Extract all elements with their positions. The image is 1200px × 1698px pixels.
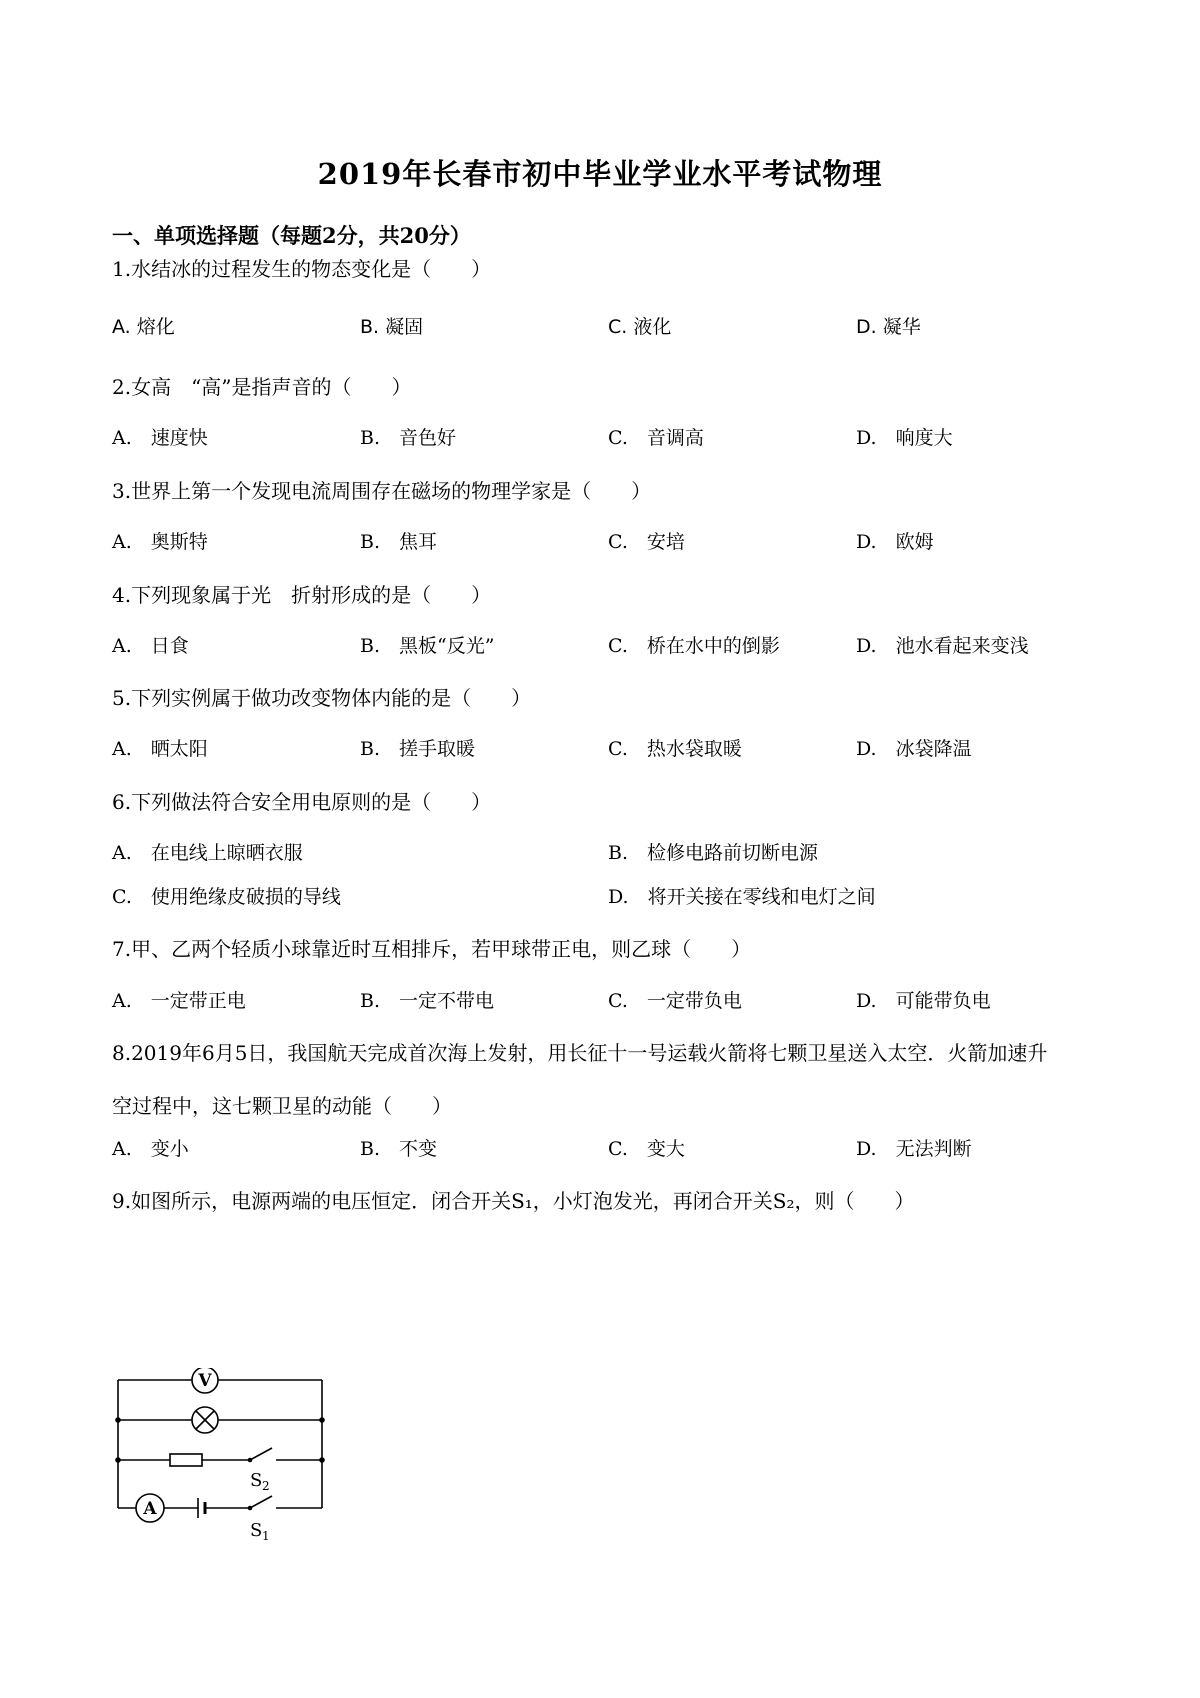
- question-5-option-d: D. 冰袋降温: [856, 738, 972, 760]
- question-5-option-a: A. 晒太阳: [112, 738, 208, 760]
- question-3-option-b: B. 焦耳: [360, 531, 438, 553]
- question-5-stem: 5.下列实例属于做功改变物体内能的是（ ）: [112, 686, 532, 710]
- question-5-option-b: B. 搓手取暖: [360, 738, 476, 760]
- question-1-stem: 1.水结冰的过程发生的物态变化是（ ）: [112, 257, 492, 281]
- question-8-stem-line1: 8.2019年6月5日，我国航天完成首次海上发射，用长征十一号运载火箭将七颗卫星送入太空．火箭加速升: [112, 1041, 1048, 1065]
- question-6-options-row2: [112, 882, 1112, 912]
- junction-dot: [115, 1457, 121, 1463]
- ammeter-symbol: A: [143, 1499, 157, 1519]
- question-7-option-a: A. 一定带正电: [112, 990, 246, 1012]
- question-8-stem-line2: 空过程中，这七颗卫星的动能（ ）: [112, 1094, 452, 1118]
- switch-1-label: S: [250, 1520, 263, 1541]
- question-6-stem: 6.下列做法符合安全用电原则的是（ ）: [112, 790, 492, 814]
- question-8-options: [112, 1134, 1112, 1164]
- section-heading: 一、单项选择题（每题2分，共20分）: [112, 223, 471, 248]
- switch-pivot-dot: [248, 1458, 253, 1463]
- question-8-option-c: C. 变大: [608, 1138, 685, 1160]
- circuit-diagram: [110, 1368, 330, 1548]
- junction-dot: [319, 1457, 325, 1463]
- question-4-stem: 4.下列现象属于光 折射形成的是（ ）: [112, 583, 492, 607]
- question-3-option-a: A. 奥斯特: [112, 531, 208, 553]
- question-1-options: [112, 312, 1112, 342]
- switch-1-icon: [250, 1496, 272, 1508]
- question-7-options: [112, 986, 1112, 1016]
- question-6-option-d: D. 将开关接在零线和电灯之间: [608, 886, 876, 908]
- question-8-option-b: B. 不变: [360, 1138, 438, 1160]
- page-title: 2019年长春市初中毕业学业水平考试物理: [317, 157, 883, 191]
- question-7-option-c: C. 一定带负电: [608, 990, 742, 1012]
- question-1-option-c: C. 液化: [608, 316, 672, 338]
- switch-pivot-dot: [248, 1506, 253, 1511]
- question-2-option-a: A. 速度快: [112, 427, 208, 449]
- question-4-option-d: D. 池水看起来变浅: [856, 635, 1029, 657]
- question-9-stem: 9.如图所示，电源两端的电压恒定．闭合开关S₁，小灯泡发光，再闭合开关S₂，则（ ）: [112, 1189, 915, 1213]
- question-2-option-d: D. 响度大: [856, 427, 953, 449]
- question-7-stem: 7.甲、乙两个轻质小球靠近时互相排斥，若甲球带正电，则乙球（ ）: [112, 937, 752, 961]
- question-8-option-a: A. 变小: [112, 1138, 189, 1160]
- question-6-options-row1: [112, 838, 1112, 868]
- question-8-option-d: D. 无法判断: [856, 1138, 972, 1160]
- question-7-option-d: D. 可能带负电: [856, 990, 991, 1012]
- question-4-option-a: A. 日食: [112, 635, 189, 657]
- resistor-icon: [170, 1454, 202, 1466]
- switch-1-subscript: 1: [262, 1529, 270, 1543]
- question-3-option-d: D. 欧姆: [856, 531, 934, 553]
- question-2-options: [112, 423, 1112, 453]
- question-4-options: [112, 631, 1112, 661]
- question-5-option-c: C. 热水袋取暖: [608, 738, 742, 760]
- junction-dot: [319, 1417, 325, 1423]
- question-7-option-b: B. 一定不带电: [360, 990, 495, 1012]
- question-3-stem: 3.世界上第一个发现电流周围存在磁场的物理学家是（ ）: [112, 479, 652, 503]
- question-1-option-a: A. 熔化: [112, 316, 175, 338]
- question-4-option-b: B. 黑板“反光”: [360, 635, 495, 657]
- question-6-option-b: B. 检修电路前切断电源: [608, 842, 819, 864]
- question-4-option-c: C. 桥在水中的倒影: [608, 635, 780, 657]
- question-6-option-a: A. 在电线上晾晒衣服: [112, 842, 303, 864]
- junction-dot: [115, 1417, 121, 1423]
- question-5-options: [112, 734, 1112, 764]
- question-1-option-d: D. 凝华: [856, 316, 921, 338]
- question-2-option-b: B. 音色好: [360, 427, 457, 449]
- question-1-option-b: B. 凝固: [360, 316, 424, 338]
- switch-2-label: S: [250, 1470, 263, 1491]
- question-2-option-c: C. 音调高: [608, 427, 704, 449]
- question-3-options: [112, 527, 1112, 557]
- question-6-option-c: C. 使用绝缘皮破损的导线: [112, 886, 341, 908]
- voltmeter-symbol: V: [198, 1371, 212, 1391]
- switch-2-subscript: 2: [262, 1479, 270, 1493]
- question-3-option-c: C. 安培: [608, 531, 685, 553]
- switch-2-icon: [250, 1448, 272, 1460]
- question-2-stem: 2.女高 “高”是指声音的（ ）: [112, 375, 412, 399]
